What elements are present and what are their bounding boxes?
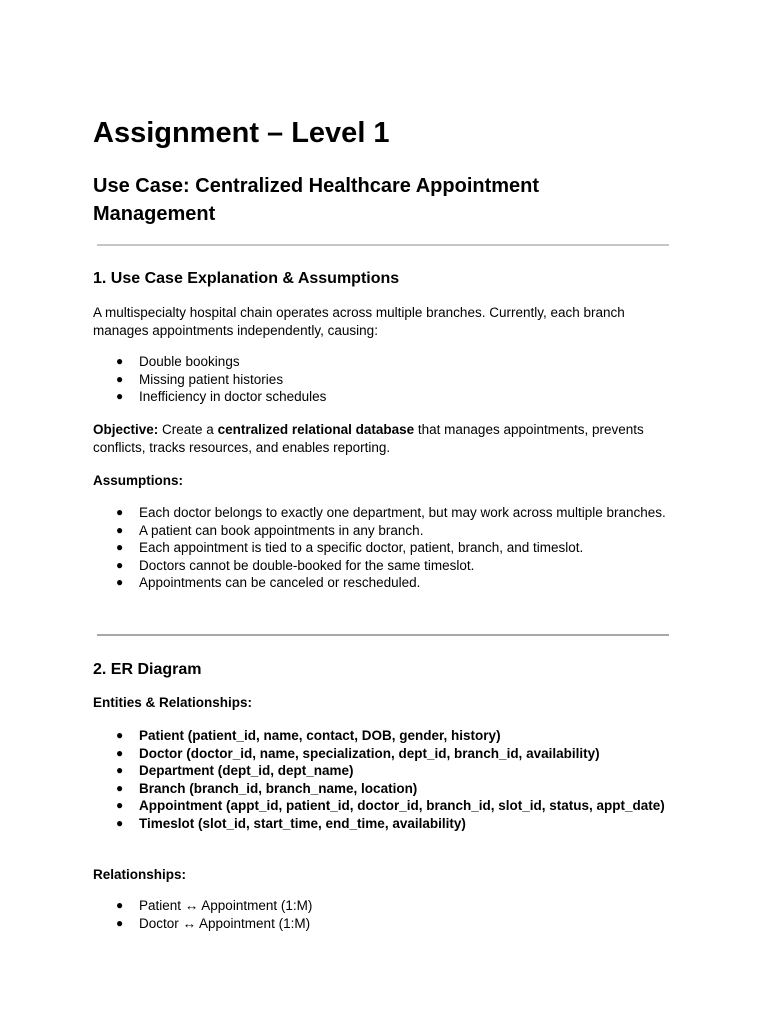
list-item: ● Inefficiency in doctor schedules [116,389,327,404]
list-item: ● Doctor (doctor_id, name, specialization, dept_id, branch_id, availability) [116,745,600,761]
section-2-heading: 2. ER Diagram [93,661,202,678]
list-item: ● Each doctor belongs to exactly one department, but may work across multiple branches. [116,505,666,520]
bullet-icon: ● [116,522,124,537]
bullet-icon: ● [116,780,124,795]
list-item: ● Timeslot (slot_id, start_time, end_time, availability) [116,815,466,831]
list-item: ● A patient can book appointments in any branch. [116,522,424,538]
bullet-icon: ● [116,389,124,403]
bullet-icon: ● [116,898,124,912]
assumptions-label: Assumptions: [93,473,184,488]
list-item: ● Appointment (appt_id, patient_id, doctor_id, branch_id, slot_id, status, appt_date) [116,798,665,813]
list-item: ● Patient ↔ Appointment (1:M) [116,898,313,913]
bullet-icon: ● [116,763,124,777]
page-subtitle: Use Case: Centralized Healthcare Appointment Management [93,175,540,225]
bullet-icon: ● [116,557,124,572]
bullet-icon: ● [116,745,124,760]
bullet-icon: ● [116,354,124,368]
list-item: ● Patient (patient_id, name, contact, DOB, gender, history) [116,728,501,743]
bullet-icon: ● [116,798,124,812]
list-item: ● Doctor ↔ Appointment (1:M) [116,915,311,931]
bullet-icon: ● [116,575,124,589]
bullet-icon: ● [116,815,124,830]
list-item: ● Branch (branch_id, branch_name, location) [116,780,418,796]
bullet-icon: ● [116,915,124,930]
relationships-label: Relationships: [93,867,187,882]
problems-list [93,353,678,406]
assumptions-list [93,504,678,592]
relationships-list [93,897,678,932]
list-item: ● Each appointment is tied to a specific doctor, patient, branch, and timeslot. [116,540,584,555]
objective-emphasis: centralized relational database [217,422,415,437]
list-item: ● Appointments can be canceled or rescheduled. [116,575,421,590]
objective-paragraph: Objective: Create a centralized relational database that manages appointments, prevents conflicts, tracks resources, and enables reporting. [93,422,644,455]
section-1-heading: 1. Use Case Explanation & Assumptions [93,270,400,287]
list-item: ● Double bookings [116,354,240,369]
page-title: Assignment – Level 1 [93,117,390,149]
bullet-icon: ● [116,540,124,554]
list-item: ● Department (dept_id, dept_name) [116,763,354,778]
list-item: ● Missing patient histories [116,371,284,387]
bullet-icon: ● [116,505,124,519]
section-1-intro: A multispecialty hospital chain operates across multiple branches. Currently, each branch manages appointments independently, causing: [93,305,625,338]
objective-label: Objective: [93,422,159,437]
divider-2 [97,634,669,636]
entities-list [93,727,678,832]
list-item: ● Doctors cannot be double-booked for the same timeslot. [116,557,475,573]
entities-label: Entities & Relationships: [93,695,253,710]
bullet-icon: ● [116,728,124,742]
bullet-icon: ● [116,371,124,386]
divider-1 [97,244,669,246]
